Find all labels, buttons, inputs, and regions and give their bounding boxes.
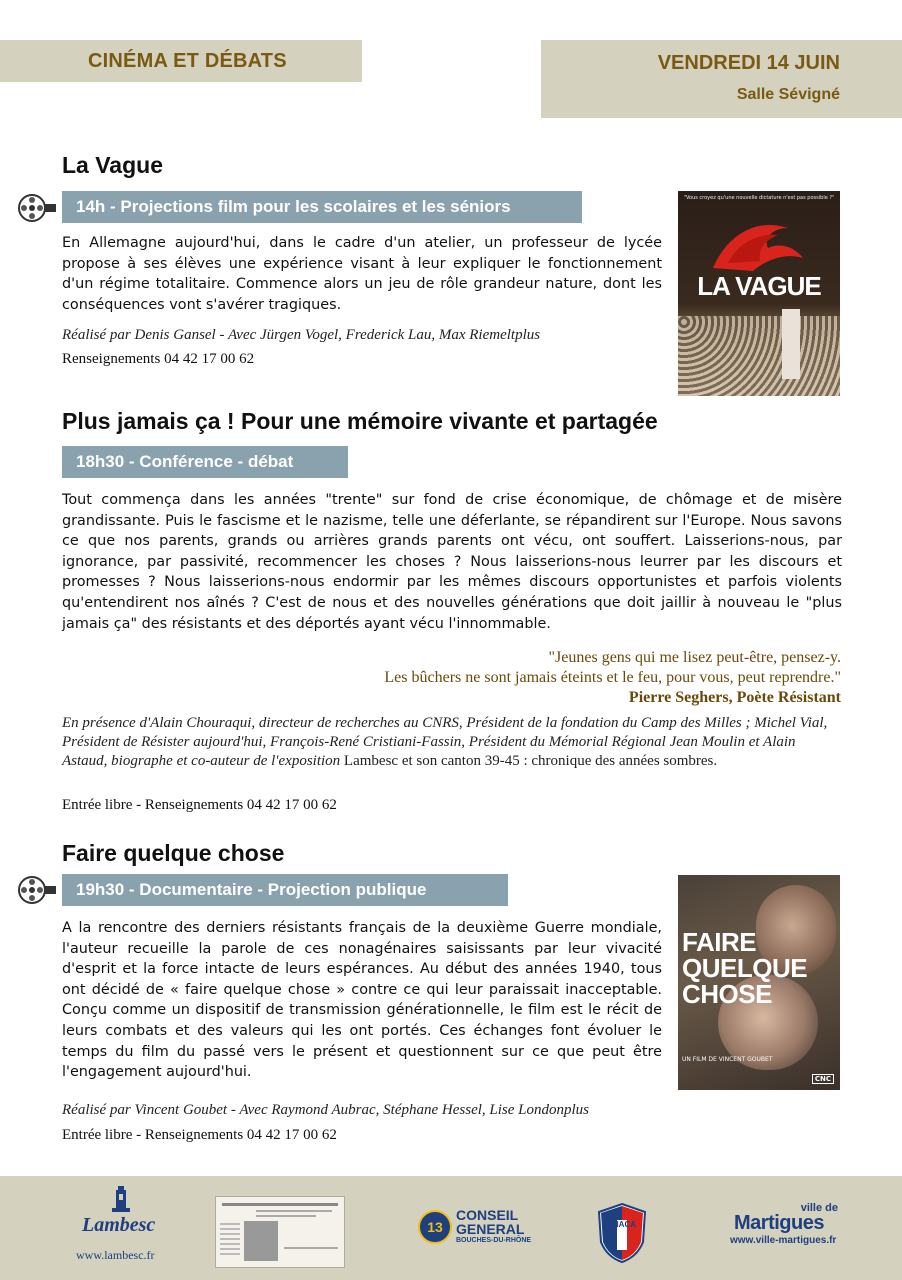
footer-logos — [0, 1176, 902, 1280]
event-date: VENDREDI 14 JUIN — [657, 52, 840, 74]
event-2-info: Entrée libre - Renseignements 04 42 17 00 62 — [62, 797, 337, 813]
conseil-general-logo[interactable] — [418, 1206, 533, 1252]
cg-number-badge: 13 — [418, 1210, 452, 1244]
event-3-info: Entrée libre - Renseignements 04 42 17 00 62 — [62, 1127, 337, 1143]
date-header — [541, 40, 902, 118]
exhibition-flyer-thumbnail — [215, 1196, 345, 1268]
event-2-title: Plus jamais ça ! Pour une mémoire vivante et partagée — [62, 408, 658, 434]
event-1-info: Renseignements 04 42 17 00 62 — [62, 351, 255, 367]
fnaca-label: FNACA — [608, 1220, 636, 1229]
faire-quelque-chose-poster — [678, 875, 840, 1090]
event-2-time-bar: 18h30 - Conférence - débat — [62, 446, 348, 478]
fnaca-shield-icon — [597, 1202, 647, 1264]
bell-tower-icon — [110, 1186, 132, 1212]
event-2-presence — [62, 714, 842, 771]
event-2-description: Tout commença dans les années "trente" sur fond de crise économique, de chômage et de misère grandissante. Puis le fascisme et le nazisme, telle une déferlante, se répandirent sur l'Europe. Nous savons ce que nos parents, grands ou arrières grands parents ont vécu, ont souffert. Laisserions-nous, par ignorance, par passivité, recommencer les choses ? Nous laisserions-nous leurrer par les discours et promesses ? Nous laisserions-nous endormir par les mêmes discours opportunistes et parfois violents qu'entendirent nos aînés ? C'est de nous et des nouvelles générations que doit jaillir à nouveau le "plus jamais ça" des résistants et des déportés ayant vécu l'innommable. — [62, 492, 842, 632]
poster-badge: CNC — [812, 1074, 834, 1084]
presence-exhibition: Lambesc et son canton 39-45 : chronique des années sombres. — [340, 753, 718, 769]
poster-director: UN FILM DE VINCENT GOUBET — [682, 1056, 773, 1063]
event-1-description: En Allemagne aujourd'hui, dans le cadre d'un atelier, un professeur de lycée propose à ses élèves une expérience visant à leur expliquer le fonctionnement d'un régime totalitaire. Commence alors un jeu de rôle grandeur nature, dont les conséquences vont s'avérer tragiques. — [62, 235, 662, 313]
martigues-prefix: ville de — [800, 1202, 838, 1214]
poster-line-1: FAIRE — [682, 927, 757, 957]
quote-author: Pierre Seghers, Poète Résistant — [628, 689, 841, 706]
event-1-credit: Réalisé par Denis Gansel - Avec Jürgen Vogel, Frederick Lau, Max Riemeltplus — [62, 327, 541, 343]
event-3-credit: Réalisé par Vincent Goubet - Avec Raymond Aubrac, Stéphane Hessel, Lise Londonplus — [62, 1102, 589, 1118]
cg-line-2: GENERAL — [456, 1221, 525, 1237]
lambesc-logo[interactable] — [74, 1184, 170, 1270]
poster-line-2: QUELQUE — [682, 953, 808, 983]
event-1-time-bar: 14h - Projections film pour les scolaires et les séniors — [62, 191, 582, 223]
lambesc-name: Lambesc — [82, 1214, 156, 1236]
quote-line-2: Les bûchers ne sont jamais éteints et le feu, pour vous, peut reprendre." — [384, 669, 841, 686]
quote-line-1: "Jeunes gens qui me lisez peut-être, pensez-y. — [548, 649, 841, 666]
cg-line-3: BOUCHES-DU-RHÔNE — [456, 1237, 532, 1244]
poster-title: LA VAGUE — [697, 271, 821, 301]
martigues-logo[interactable] — [730, 1202, 838, 1250]
event-venue: Salle Sévigné — [736, 86, 840, 103]
poster-line-3: CHOSE — [682, 979, 772, 1009]
film-reel-icon — [16, 193, 58, 223]
film-reel-icon — [16, 875, 58, 905]
poster-tagline: "Vous croyez qu'une nouvelle dictature n'est pas possible ?" — [683, 195, 835, 201]
event-1-title: La Vague — [62, 152, 163, 178]
quote — [384, 648, 841, 708]
presence-italic: En présence d'Alain Chouraqui, directeur de recherches au CNRS, Président de la fondation du Camp des Milles ; Michel Vial, Président de Résister aujourd'hui, François-René Cristiani-Fassin, Président du Mémorial Régional Jean Moulin et Alain Astaud, biographe et co-auteur de l'exposition — [62, 715, 828, 769]
cg-line-1: CONSEIL — [456, 1207, 519, 1223]
wave-icon — [708, 213, 808, 273]
la-vague-poster — [678, 191, 840, 396]
section-header — [0, 40, 362, 82]
martigues-url: www.ville-martigues.fr — [730, 1235, 837, 1246]
event-3-time-bar: 19h30 - Documentaire - Projection publique — [62, 874, 508, 906]
section-title: CINÉMA ET DÉBATS — [88, 50, 287, 72]
lambesc-url: www.lambesc.fr — [76, 1248, 155, 1262]
event-3-title: Faire quelque chose — [62, 840, 285, 866]
fnaca-logo[interactable] — [597, 1202, 647, 1264]
martigues-name: Martigues — [734, 1212, 824, 1234]
event-3-description: A la rencontre des derniers résistants français de la deuxième Guerre mondiale, l'auteur recueille la parole de ces nonagénaires saisissants par leur vivacité d'esprit et la force intacte de leurs espérances. Au début des années 1940, tous ont décidé de « faire quelque chose » contre ce qui leur paraissait inacceptable. Conçu comme un dispositif de transmission générationnelle, le film est le récit de leurs combats et des valeurs qui les ont portés. Ces échanges font évoluer le temps du film du passé vers le présent et questionnent sur ce que peut être l'engagement aujourd'hui. — [62, 920, 662, 1081]
